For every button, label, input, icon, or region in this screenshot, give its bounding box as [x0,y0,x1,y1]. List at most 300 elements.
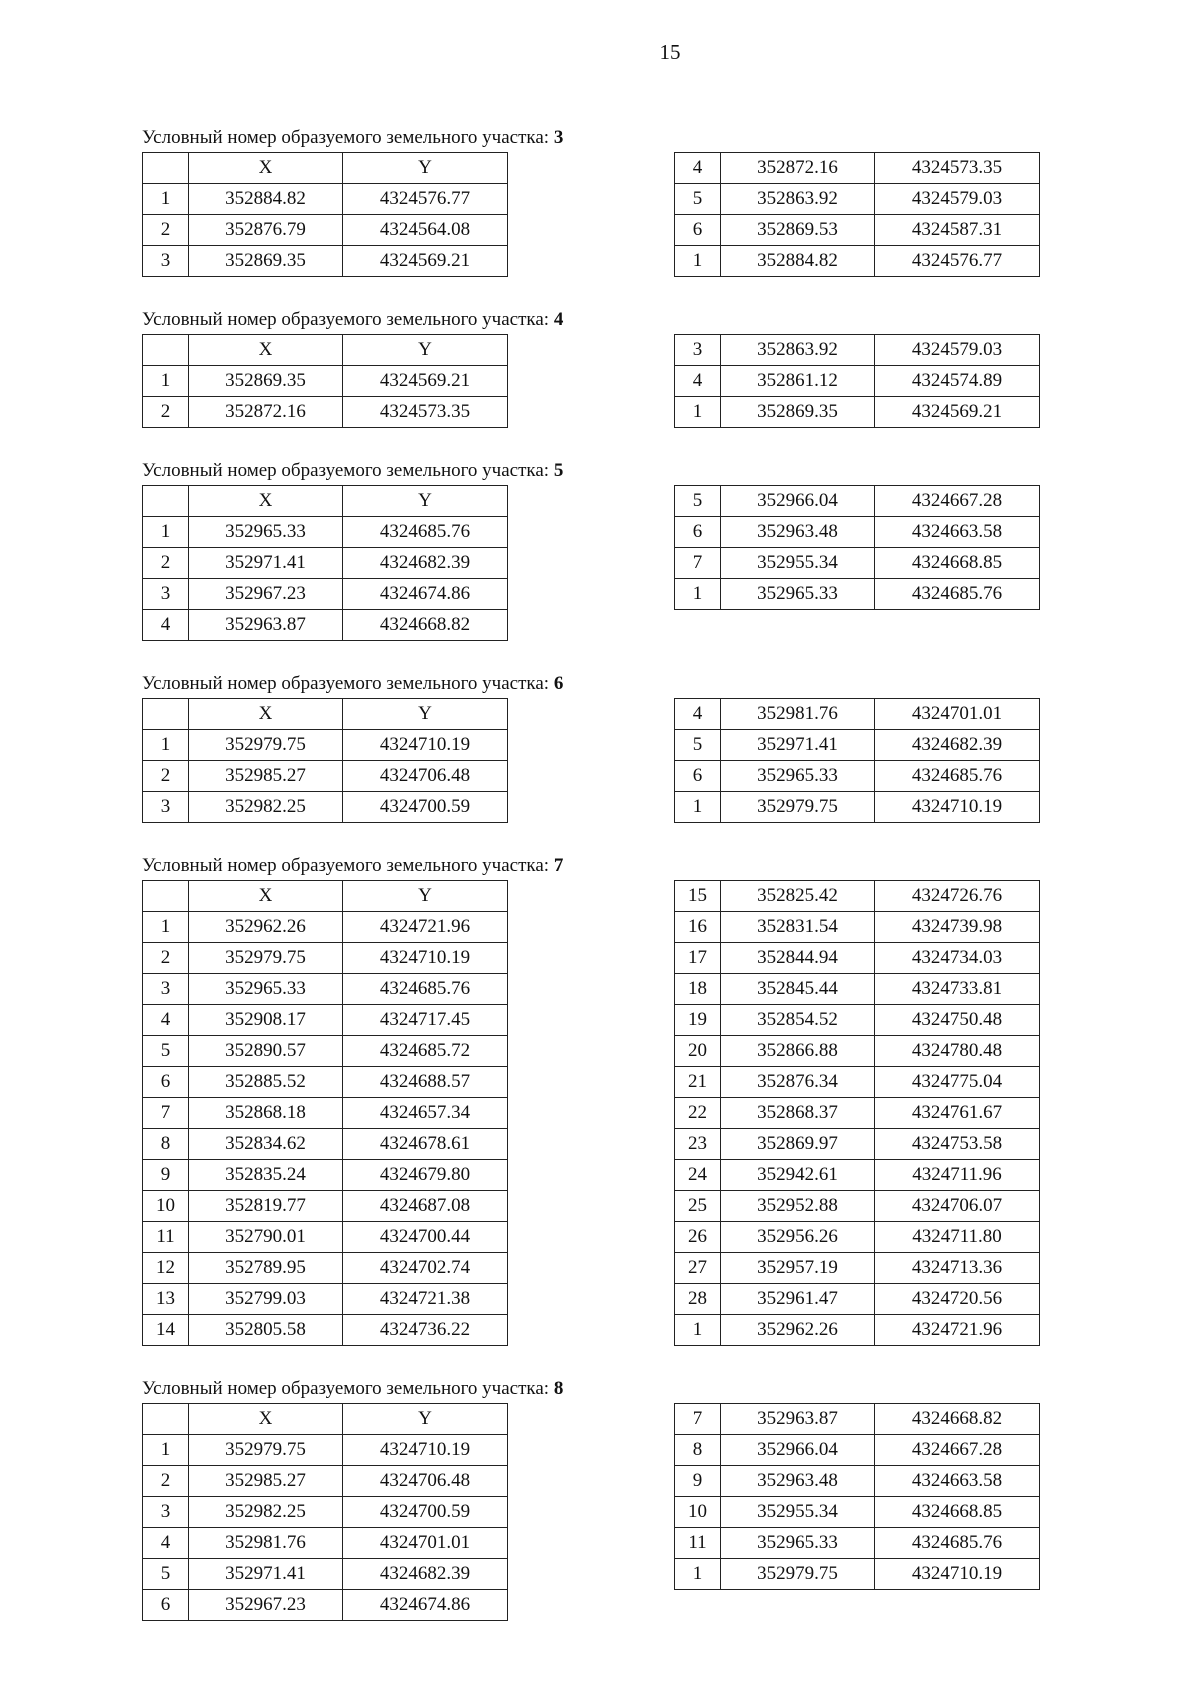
point-number-cell: 3 [143,579,189,610]
x-coordinate-cell: 352872.16 [189,397,343,428]
x-coordinate-cell: 352908.17 [189,1005,343,1036]
y-coordinate-cell: 4324739.98 [875,912,1040,943]
point-number-cell: 1 [675,1315,721,1346]
x-coordinate-cell: 352789.95 [189,1253,343,1284]
table-row [675,1435,1040,1466]
section-title [142,308,1042,334]
x-coordinate-cell: 352963.87 [189,610,343,641]
table-row [143,1528,508,1559]
table-row [143,1005,508,1036]
table-row [675,1315,1040,1346]
x-coordinate-cell: 352979.75 [721,1559,875,1590]
table-row [675,486,1040,517]
y-coordinate-cell: 4324736.22 [343,1315,508,1346]
table-row [675,912,1040,943]
point-number-cell: 6 [675,761,721,792]
coordinates-table-left [142,698,508,823]
point-number-cell: 10 [675,1497,721,1528]
table-row [675,881,1040,912]
point-number-cell: 5 [675,486,721,517]
header-y-cell: Y [343,335,508,366]
x-coordinate-cell: 352955.34 [721,1497,875,1528]
point-number-cell: 6 [143,1067,189,1098]
y-coordinate-cell: 4324711.80 [875,1222,1040,1253]
section-title-label: Условный номер образуемого земельного участка: [142,309,554,330]
point-number-cell: 1 [675,397,721,428]
x-coordinate-cell: 352985.27 [189,1466,343,1497]
point-number-cell: 14 [143,1315,189,1346]
table-row [143,1067,508,1098]
land-plot-section [142,1377,1042,1622]
y-coordinate-cell: 4324569.21 [343,366,508,397]
table-row [675,153,1040,184]
table-row [143,1222,508,1253]
x-coordinate-cell: 352965.33 [189,974,343,1005]
point-number-cell: 26 [675,1222,721,1253]
x-coordinate-cell: 352971.41 [189,548,343,579]
y-coordinate-cell: 4324726.76 [875,881,1040,912]
x-coordinate-cell: 352981.76 [189,1528,343,1559]
x-coordinate-cell: 352942.61 [721,1160,875,1191]
x-coordinate-cell: 352982.25 [189,1497,343,1528]
y-coordinate-cell: 4324717.45 [343,1005,508,1036]
table-row [143,579,508,610]
plot-number: 8 [553,1378,564,1399]
point-number-cell: 2 [143,397,189,428]
table-row [143,246,508,277]
point-number-cell: 28 [675,1284,721,1315]
point-number-cell: 2 [143,761,189,792]
y-coordinate-cell: 4324569.21 [343,246,508,277]
table-row [675,1098,1040,1129]
table-row [675,1497,1040,1528]
section-title [142,1377,1042,1403]
y-coordinate-cell: 4324685.76 [343,974,508,1005]
x-coordinate-cell: 352831.54 [721,912,875,943]
point-number-cell: 3 [675,335,721,366]
header-x-cell: X [189,153,343,184]
table-row [143,1284,508,1315]
header-blank-cell [143,153,189,184]
y-coordinate-cell: 4324657.34 [343,1098,508,1129]
x-coordinate-cell: 352963.87 [721,1404,875,1435]
x-coordinate-cell: 352971.41 [721,730,875,761]
coordinates-table-right [674,485,1040,610]
point-number-cell: 25 [675,1191,721,1222]
land-plot-section [142,854,1042,1347]
x-coordinate-cell: 352869.35 [721,397,875,428]
y-coordinate-cell: 4324679.80 [343,1160,508,1191]
x-coordinate-cell: 352966.04 [721,486,875,517]
table-row [675,1528,1040,1559]
x-coordinate-cell: 352825.42 [721,881,875,912]
x-coordinate-cell: 352967.23 [189,579,343,610]
coordinates-table-right [674,1403,1040,1590]
x-coordinate-cell: 352790.01 [189,1222,343,1253]
y-coordinate-cell: 4324734.03 [875,943,1040,974]
header-blank-cell [143,699,189,730]
point-number-cell: 4 [675,366,721,397]
point-number-cell: 23 [675,1129,721,1160]
table-row [143,761,508,792]
x-coordinate-cell: 352965.33 [721,1528,875,1559]
y-coordinate-cell: 4324720.56 [875,1284,1040,1315]
y-coordinate-cell: 4324674.86 [343,579,508,610]
table-header-row [143,335,508,366]
y-coordinate-cell: 4324685.76 [875,761,1040,792]
y-coordinate-cell: 4324710.19 [343,1435,508,1466]
plot-number: 6 [553,673,564,694]
y-coordinate-cell: 4324663.58 [875,517,1040,548]
x-coordinate-cell: 352890.57 [189,1036,343,1067]
y-coordinate-cell: 4324701.01 [875,699,1040,730]
y-coordinate-cell: 4324750.48 [875,1005,1040,1036]
table-row [675,215,1040,246]
table-row [143,1253,508,1284]
y-coordinate-cell: 4324682.39 [343,548,508,579]
land-plot-section [142,672,1042,824]
x-coordinate-cell: 352872.16 [721,153,875,184]
table-row [143,548,508,579]
table-row [675,1466,1040,1497]
land-plot-section [142,308,1042,429]
point-number-cell: 3 [143,974,189,1005]
table-row [675,943,1040,974]
point-number-cell: 12 [143,1253,189,1284]
table-row [143,1497,508,1528]
y-coordinate-cell: 4324668.82 [343,610,508,641]
section-title [142,672,1042,698]
point-number-cell: 4 [143,1528,189,1559]
table-row [675,246,1040,277]
table-row [675,792,1040,823]
table-row [675,1253,1040,1284]
header-x-cell: X [189,881,343,912]
y-coordinate-cell: 4324685.76 [875,579,1040,610]
table-row [675,1191,1040,1222]
y-coordinate-cell: 4324721.96 [343,912,508,943]
table-header-row [143,153,508,184]
coordinates-table-left [142,880,508,1346]
point-number-cell: 4 [675,699,721,730]
y-coordinate-cell: 4324706.07 [875,1191,1040,1222]
point-number-cell: 1 [675,246,721,277]
x-coordinate-cell: 352967.23 [189,1590,343,1621]
page-number: 15 [659,40,681,64]
coordinates-table-left [142,1403,508,1621]
x-coordinate-cell: 352963.48 [721,1466,875,1497]
table-row [675,548,1040,579]
point-number-cell: 1 [143,912,189,943]
table-row [143,1466,508,1497]
y-coordinate-cell: 4324682.39 [343,1559,508,1590]
y-coordinate-cell: 4324687.08 [343,1191,508,1222]
y-coordinate-cell: 4324710.19 [343,943,508,974]
point-number-cell: 11 [143,1222,189,1253]
x-coordinate-cell: 352869.35 [189,246,343,277]
point-number-cell: 6 [675,215,721,246]
y-coordinate-cell: 4324587.31 [875,215,1040,246]
y-coordinate-cell: 4324685.76 [875,1528,1040,1559]
y-coordinate-cell: 4324775.04 [875,1067,1040,1098]
y-coordinate-cell: 4324564.08 [343,215,508,246]
x-coordinate-cell: 352965.33 [721,579,875,610]
table-row [675,366,1040,397]
coordinates-table-left [142,152,508,277]
point-number-cell: 1 [143,517,189,548]
x-coordinate-cell: 352835.24 [189,1160,343,1191]
x-coordinate-cell: 352819.77 [189,1191,343,1222]
section-title [142,459,1042,485]
y-coordinate-cell: 4324753.58 [875,1129,1040,1160]
header-y-cell: Y [343,486,508,517]
table-row [675,1222,1040,1253]
x-coordinate-cell: 352981.76 [721,699,875,730]
point-number-cell: 1 [675,1559,721,1590]
table-header-row [143,1404,508,1435]
y-coordinate-cell: 4324700.44 [343,1222,508,1253]
y-coordinate-cell: 4324573.35 [875,153,1040,184]
point-number-cell: 10 [143,1191,189,1222]
point-number-cell: 27 [675,1253,721,1284]
y-coordinate-cell: 4324688.57 [343,1067,508,1098]
y-coordinate-cell: 4324706.48 [343,1466,508,1497]
y-coordinate-cell: 4324710.19 [875,1559,1040,1590]
x-coordinate-cell: 352861.12 [721,366,875,397]
point-number-cell: 1 [143,184,189,215]
y-coordinate-cell: 4324700.59 [343,792,508,823]
section-title-label: Условный номер образуемого земельного участка: [142,1378,554,1399]
y-coordinate-cell: 4324780.48 [875,1036,1040,1067]
plot-number: 4 [553,309,564,330]
point-number-cell: 7 [143,1098,189,1129]
point-number-cell: 19 [675,1005,721,1036]
table-row [143,517,508,548]
x-coordinate-cell: 352965.33 [189,517,343,548]
table-row [675,517,1040,548]
x-coordinate-cell: 352876.79 [189,215,343,246]
y-coordinate-cell: 4324682.39 [875,730,1040,761]
point-number-cell: 15 [675,881,721,912]
y-coordinate-cell: 4324678.61 [343,1129,508,1160]
table-row [675,1404,1040,1435]
coordinates-table-right [674,152,1040,277]
x-coordinate-cell: 352979.75 [189,943,343,974]
header-blank-cell [143,1404,189,1435]
point-number-cell: 5 [143,1036,189,1067]
x-coordinate-cell: 352805.58 [189,1315,343,1346]
header-y-cell: Y [343,699,508,730]
section-title-label: Условный номер образуемого земельного участка: [142,127,554,148]
table-row [143,366,508,397]
x-coordinate-cell: 352834.62 [189,1129,343,1160]
table-row [675,1160,1040,1191]
table-row [675,184,1040,215]
point-number-cell: 21 [675,1067,721,1098]
point-number-cell: 8 [675,1435,721,1466]
table-row [143,1590,508,1621]
table-row [675,1005,1040,1036]
table-row [143,912,508,943]
x-coordinate-cell: 352965.33 [721,761,875,792]
header-y-cell: Y [343,1404,508,1435]
point-number-cell: 2 [143,548,189,579]
y-coordinate-cell: 4324579.03 [875,184,1040,215]
point-number-cell: 3 [143,792,189,823]
point-number-cell: 6 [675,517,721,548]
point-number-cell: 1 [675,579,721,610]
point-number-cell: 18 [675,974,721,1005]
table-row [143,730,508,761]
x-coordinate-cell: 352869.97 [721,1129,875,1160]
y-coordinate-cell: 4324710.19 [875,792,1040,823]
y-coordinate-cell: 4324569.21 [875,397,1040,428]
section-title [142,126,1042,152]
point-number-cell: 3 [143,1497,189,1528]
y-coordinate-cell: 4324574.89 [875,366,1040,397]
x-coordinate-cell: 352961.47 [721,1284,875,1315]
y-coordinate-cell: 4324710.19 [343,730,508,761]
table-row [675,1284,1040,1315]
table-row [675,1067,1040,1098]
y-coordinate-cell: 4324706.48 [343,761,508,792]
y-coordinate-cell: 4324576.77 [343,184,508,215]
table-row [675,397,1040,428]
x-coordinate-cell: 352979.75 [721,792,875,823]
table-row [143,1315,508,1346]
point-number-cell: 2 [143,215,189,246]
x-coordinate-cell: 352963.48 [721,517,875,548]
x-coordinate-cell: 352982.25 [189,792,343,823]
y-coordinate-cell: 4324668.82 [875,1404,1040,1435]
table-row [143,1559,508,1590]
plot-number: 5 [553,460,564,481]
table-row [143,974,508,1005]
point-number-cell: 2 [143,1466,189,1497]
x-coordinate-cell: 352869.35 [189,366,343,397]
table-row [143,1435,508,1466]
land-plot-section [142,126,1042,278]
x-coordinate-cell: 352854.52 [721,1005,875,1036]
point-number-cell: 22 [675,1098,721,1129]
point-number-cell: 7 [675,548,721,579]
point-number-cell: 7 [675,1404,721,1435]
y-coordinate-cell: 4324733.81 [875,974,1040,1005]
x-coordinate-cell: 352868.18 [189,1098,343,1129]
table-row [143,610,508,641]
plot-number: 7 [553,855,564,876]
point-number-cell: 4 [675,153,721,184]
header-y-cell: Y [343,153,508,184]
table-row [675,1129,1040,1160]
section-title-label: Условный номер образуемого земельного участка: [142,460,554,481]
table-row [675,761,1040,792]
header-x-cell: X [189,699,343,730]
point-number-cell: 9 [675,1466,721,1497]
table-row [143,215,508,246]
point-number-cell: 6 [143,1590,189,1621]
table-row [675,579,1040,610]
table-row [143,792,508,823]
header-x-cell: X [189,486,343,517]
table-row [675,730,1040,761]
table-header-row [143,699,508,730]
table-row [143,184,508,215]
point-number-cell: 1 [143,1435,189,1466]
point-number-cell: 5 [675,730,721,761]
point-number-cell: 11 [675,1528,721,1559]
section-title-label: Условный номер образуемого земельного участка: [142,855,554,876]
y-coordinate-cell: 4324668.85 [875,1497,1040,1528]
plot-number: 3 [553,127,564,148]
document-body [142,126,1042,1652]
x-coordinate-cell: 352868.37 [721,1098,875,1129]
y-coordinate-cell: 4324667.28 [875,1435,1040,1466]
x-coordinate-cell: 352845.44 [721,974,875,1005]
x-coordinate-cell: 352884.82 [189,184,343,215]
point-number-cell: 24 [675,1160,721,1191]
point-number-cell: 2 [143,943,189,974]
x-coordinate-cell: 352979.75 [189,730,343,761]
x-coordinate-cell: 352884.82 [721,246,875,277]
x-coordinate-cell: 352952.88 [721,1191,875,1222]
coordinates-table-left [142,334,508,428]
table-row [143,943,508,974]
y-coordinate-cell: 4324701.01 [343,1528,508,1559]
x-coordinate-cell: 352863.92 [721,335,875,366]
x-coordinate-cell: 352957.19 [721,1253,875,1284]
coordinates-table-left [142,485,508,641]
y-coordinate-cell: 4324573.35 [343,397,508,428]
header-blank-cell [143,335,189,366]
x-coordinate-cell: 352955.34 [721,548,875,579]
x-coordinate-cell: 352869.53 [721,215,875,246]
x-coordinate-cell: 352979.75 [189,1435,343,1466]
table-row [675,699,1040,730]
point-number-cell: 5 [675,184,721,215]
table-header-row [143,486,508,517]
point-number-cell: 8 [143,1129,189,1160]
table-row [143,397,508,428]
header-y-cell: Y [343,881,508,912]
land-plot-section [142,459,1042,642]
x-coordinate-cell: 352863.92 [721,184,875,215]
section-title [142,854,1042,880]
point-number-cell: 9 [143,1160,189,1191]
point-number-cell: 1 [143,366,189,397]
point-number-cell: 1 [143,730,189,761]
y-coordinate-cell: 4324713.36 [875,1253,1040,1284]
point-number-cell: 20 [675,1036,721,1067]
coordinates-table-right [674,698,1040,823]
table-row [143,1036,508,1067]
table-row [143,1098,508,1129]
point-number-cell: 16 [675,912,721,943]
x-coordinate-cell: 352966.04 [721,1435,875,1466]
x-coordinate-cell: 352971.41 [189,1559,343,1590]
x-coordinate-cell: 352885.52 [189,1067,343,1098]
header-blank-cell [143,881,189,912]
y-coordinate-cell: 4324685.76 [343,517,508,548]
header-x-cell: X [189,1404,343,1435]
table-header-row [143,881,508,912]
x-coordinate-cell: 352956.26 [721,1222,875,1253]
table-row [675,1036,1040,1067]
table-row [143,1191,508,1222]
point-number-cell: 13 [143,1284,189,1315]
y-coordinate-cell: 4324579.03 [875,335,1040,366]
y-coordinate-cell: 4324685.72 [343,1036,508,1067]
